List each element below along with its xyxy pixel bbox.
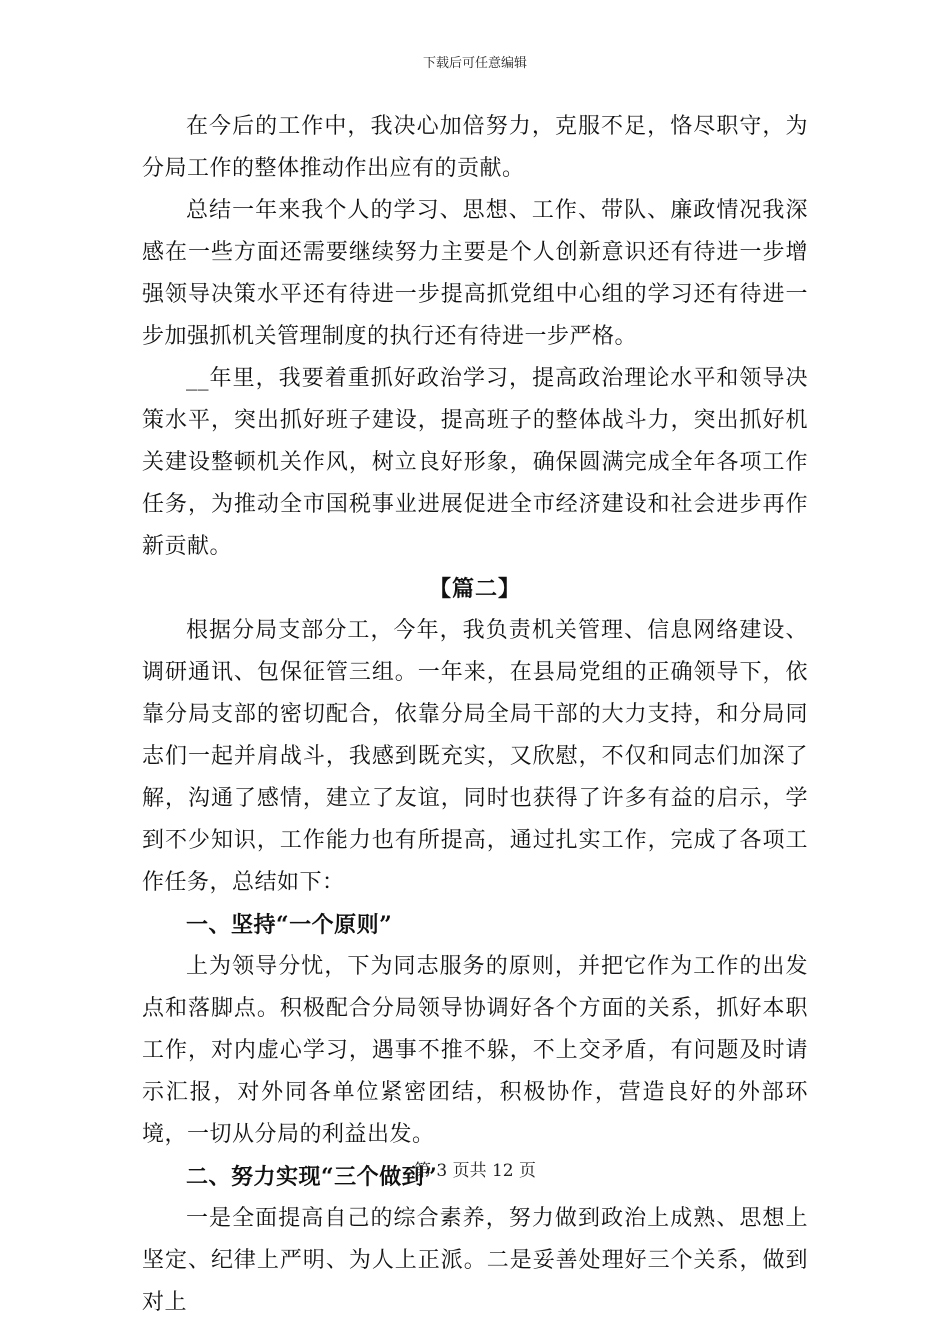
document-body (142, 106, 808, 1324)
paragraph-6: 一是全面提高自己的综合素养，努力做到政治上成熟、思想上坚定、纪律上严明、为人上正派。二是妥善处理好三个关系，做到对上 (142, 1206, 808, 1315)
paragraph-4: 根据分局支部分工，今年，我负责机关管理、信息网络建设、调研通讯、包保征管三组。一年来，在县局党组的正确领导下，依靠分局支部的密切配合，依靠分局全局干部的大力支持，和分局同志们一起并肩战斗，我感到既充实，又欣慰，不仅和同志们加深了解，沟通了感情，建立了友谊，同时也获得了许多有益的启示，学到不少知识，工作能力也有所提高，通过扎实工作，完成了各项工作任务，总结如下： (142, 618, 808, 895)
heading-2: 二、努力实现“三个做到” (186, 1164, 438, 1190)
page-number: 第 3 页共 12 页 (413, 1161, 537, 1181)
paragraph-5: 上为领导分忧，下为同志服务的原则，并把它作为工作的出发点和落脚点。积极配合分局领导协调好各个方面的关系，抓好本职工作，对内虚心学习，遇事不推不躲，不上交矛盾，有问题及时请示汇报，对外同各单位紧密团结，积极协作，营造良好的外部环境，一切从分局的利益出发。 (142, 954, 808, 1147)
paragraph-3: __年里，我要着重抓好政治学习，提高政治理论水平和领导决策水平，突出抓好班子建设，提高班子的整体战斗力，突出抓好机关建设整顿机关作风，树立良好形象，确保圆满完成全年各项工作任务，为推动全市国税事业进展促进全市经济建设和社会进步再作新贡献。 (142, 366, 808, 559)
paragraph-1: 在今后的工作中，我决心加倍努力，克服不足，恪尽职守，为分局工作的整体推动作出应有的贡献。 (142, 114, 808, 181)
heading-1: 一、坚持“一个原则” (186, 912, 393, 938)
page-header-note: 下载后可任意编辑 (422, 56, 527, 71)
paragraph-2: 总结一年来我个人的学习、思想、工作、带队、廉政情况我深感在一些方面还需要继续努力主要是个人创新意识还有待进一步增强领导决策水平还有待进一步提高抓党组中心组的学习还有待进一步加强抓机关管理制度的执行还有待进一步严格。 (142, 198, 808, 349)
section-title: 【篇二】 (428, 576, 521, 602)
